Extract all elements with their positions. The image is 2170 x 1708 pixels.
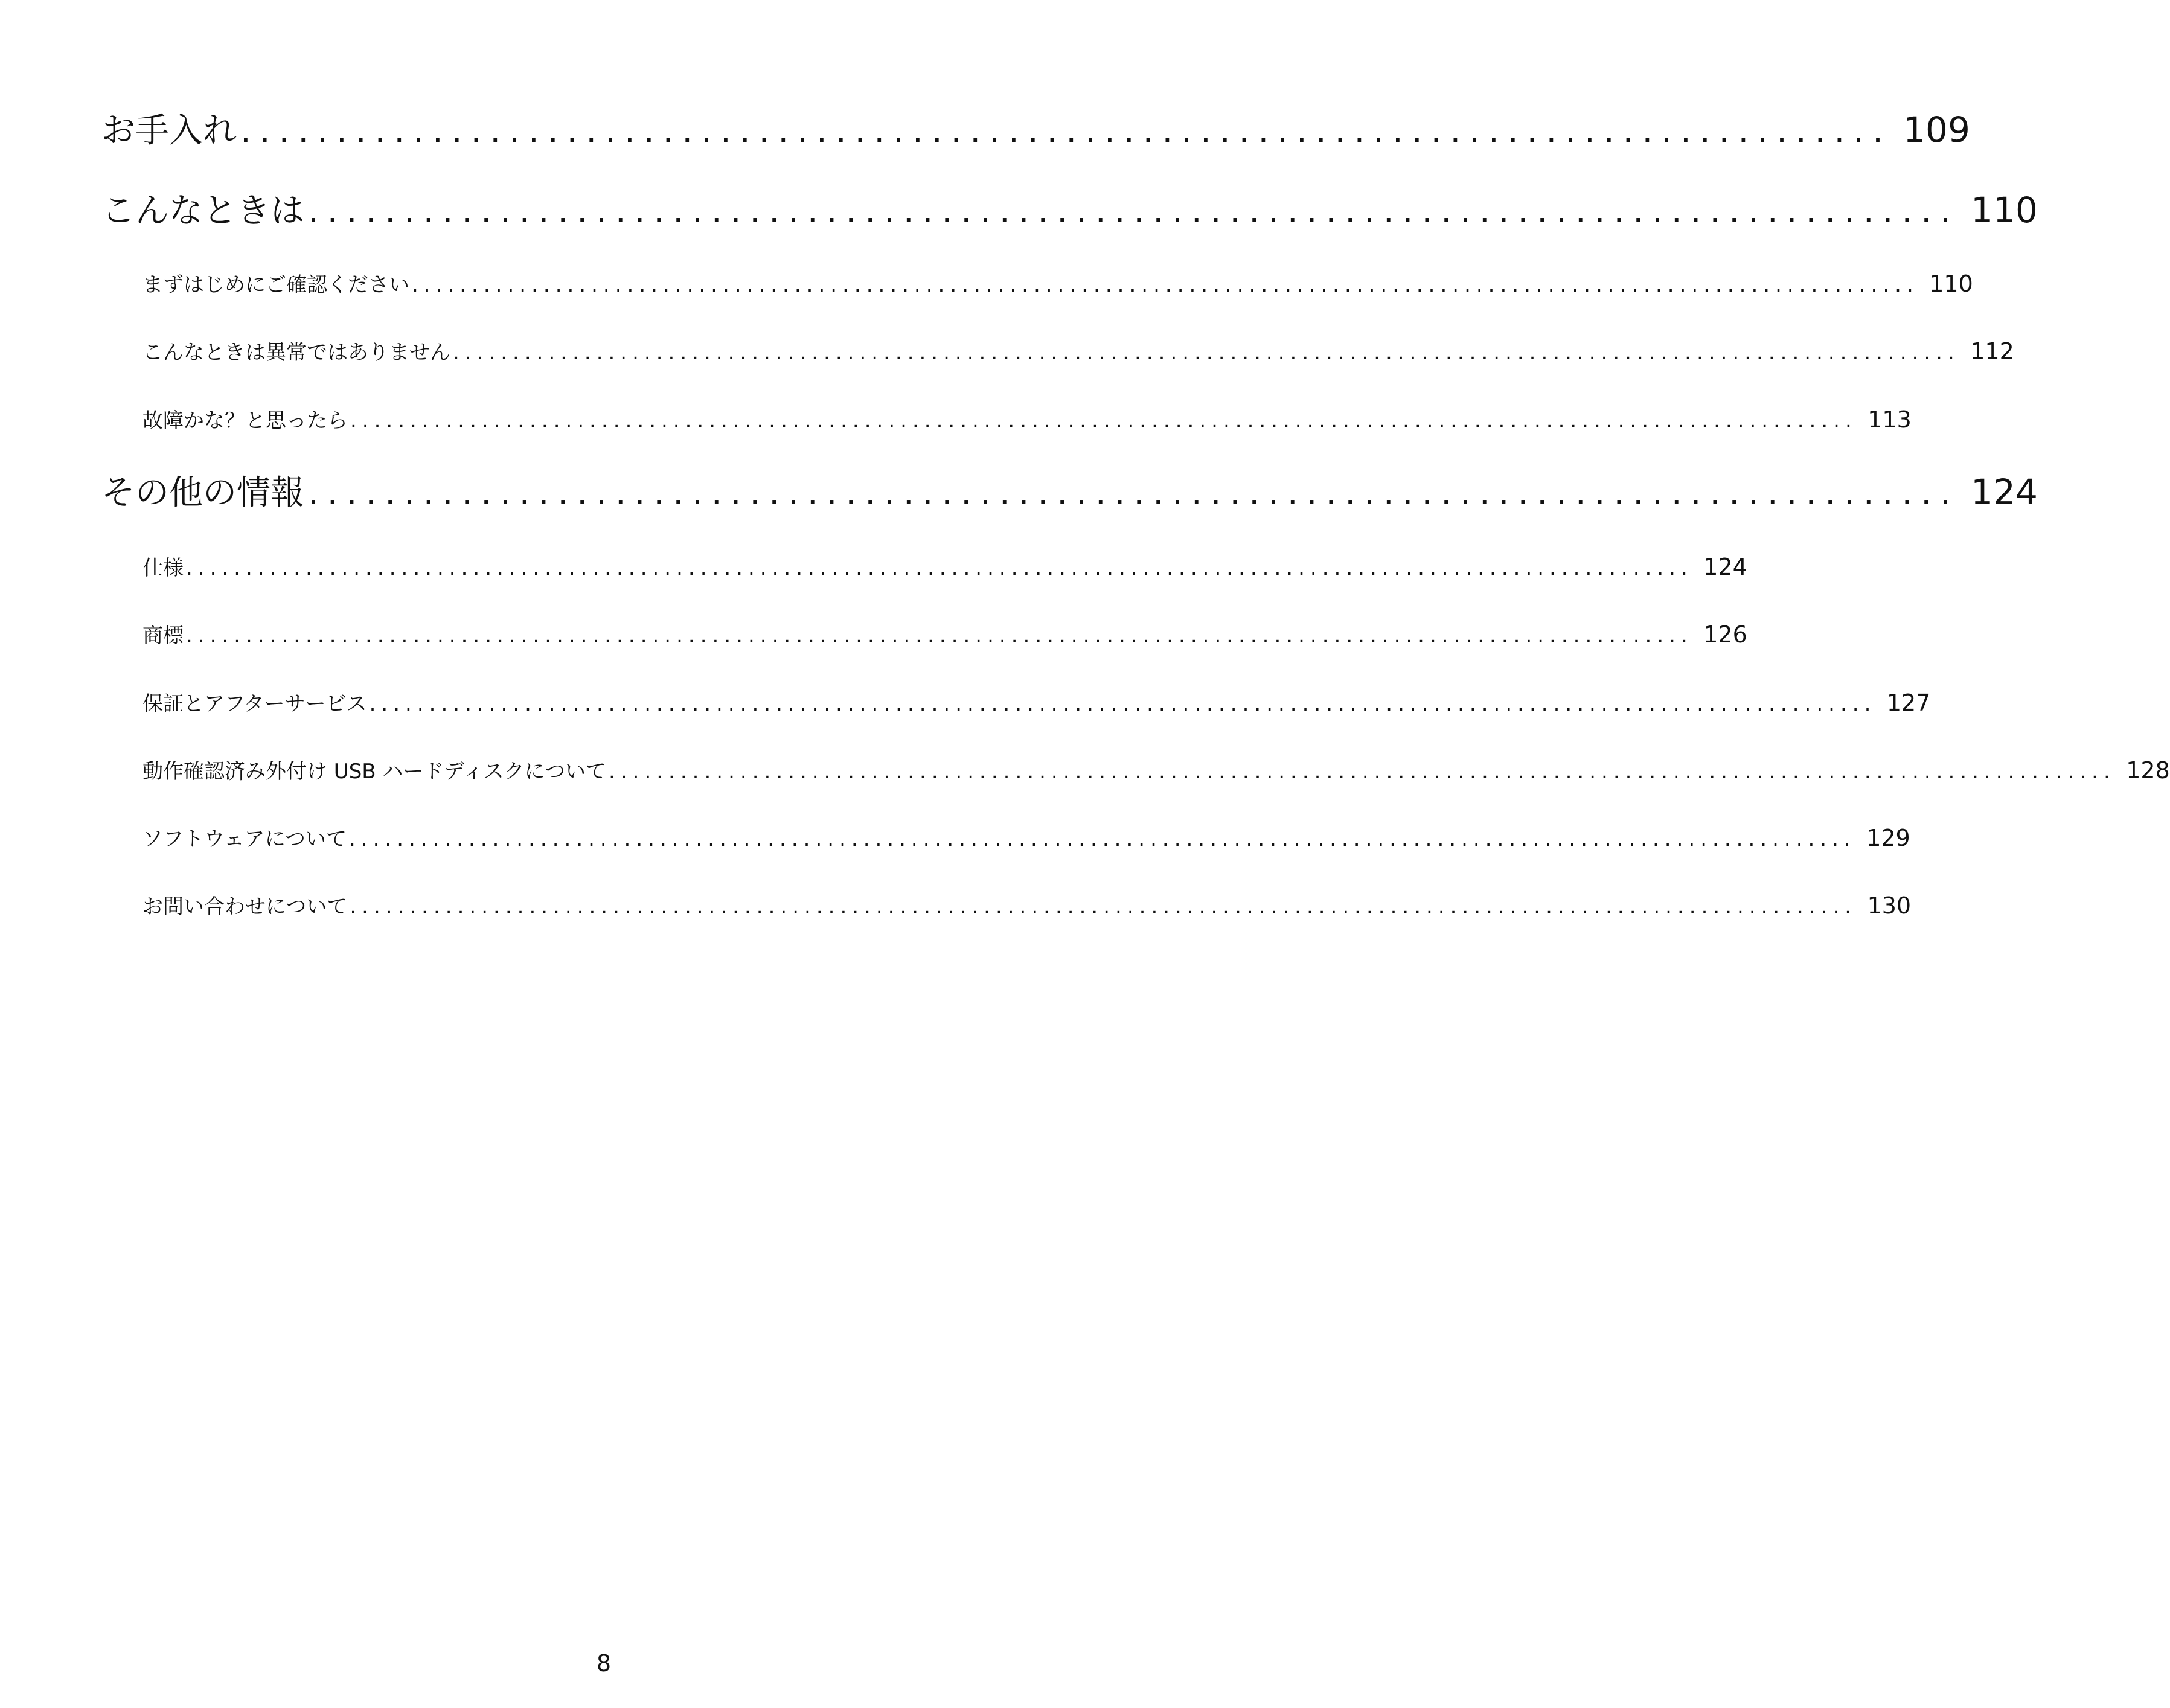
toc-entry-not-abnormal[interactable] (142, 335, 2014, 368)
toc-entry-title: 動作確認済み外付け USB ハードディスクについて (142, 760, 607, 784)
toc-entry-warranty[interactable] (142, 686, 1931, 719)
toc-entry-title: その他の情報 (101, 473, 304, 513)
toc-entry-title: 商標 (142, 624, 184, 648)
toc-entry-title: ソフトウェアについて (142, 827, 347, 851)
dot-leader: .............................................................................................................................. (348, 827, 1856, 851)
toc-entry-title: お手入れ (101, 111, 237, 150)
dot-leader: .............................................................................................................................. (412, 273, 1919, 297)
toc-entry-troubleshooting[interactable] (101, 186, 2038, 234)
toc-entry-page: 110 (1929, 270, 1973, 297)
toc-entry-title: まずはじめにご確認ください (142, 273, 409, 297)
toc-entry-inquiries[interactable] (142, 889, 1912, 922)
toc-entry-page: 110 (1971, 190, 2038, 231)
dot-leader: .............................................................................................................................. (350, 409, 1857, 433)
toc-entry-page: 128 (2126, 757, 2170, 784)
toc-entry-page: 129 (1866, 825, 1910, 851)
toc-entry-specifications[interactable] (142, 551, 1747, 583)
toc-entry-page: 130 (1867, 892, 1912, 919)
toc-entry-page: 126 (1703, 621, 1747, 648)
dot-leader: .............................................................................................................................. (369, 692, 1877, 716)
dot-leader: .............................................................................................................................. (186, 624, 1693, 648)
page-number: 8 (596, 1650, 612, 1677)
dot-leader: .............................................................................................................................. (609, 760, 2116, 784)
toc-entry-page: 112 (1970, 338, 2014, 365)
dot-leader: .............................................................................................................................. (350, 895, 1857, 919)
toc-entry-title: 故障かな？と思ったら (142, 409, 348, 433)
toc-entry-page: 124 (1703, 554, 1747, 580)
toc-entry-care[interactable] (101, 106, 1970, 154)
toc-entry-page: 127 (1886, 689, 1931, 716)
toc-entry-page: 113 (1868, 406, 1912, 433)
dot-leader: .............................................................................................................................. (186, 556, 1693, 580)
toc-entry-usb-hdd[interactable] (142, 754, 2170, 787)
dot-leader: .............................................................................................................................. (453, 341, 1960, 365)
toc-entry-page: 109 (1903, 109, 1970, 150)
toc-entry-software[interactable] (142, 822, 1910, 854)
toc-entry-other-info[interactable] (101, 468, 2038, 516)
dot-leader: ...................................................................................... (240, 111, 1892, 150)
toc-entry-title: こんなときは異常ではありません (142, 341, 450, 365)
toc-entry-trademarks[interactable] (142, 618, 1747, 651)
toc-entry-title: 仕様 (142, 556, 184, 580)
toc-entry-title: こんなときは (101, 191, 304, 231)
dot-leader: ...................................................................................... (308, 473, 1959, 513)
toc-entry-title: お問い合わせについて (142, 895, 348, 919)
toc-entry-page: 124 (1971, 472, 2038, 513)
dot-leader: ...................................................................................... (308, 191, 1959, 231)
toc-entry-title: 保証とアフターサービス (142, 692, 367, 716)
toc-entry-malfunction[interactable] (142, 403, 1912, 436)
toc-entry-check-first[interactable] (142, 267, 1973, 300)
